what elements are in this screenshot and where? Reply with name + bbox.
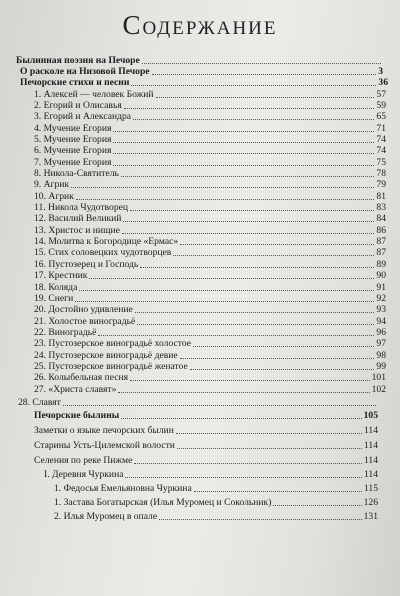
toc-entry-page: 81 [376, 191, 386, 202]
toc-entry [54, 511, 378, 522]
toc-entry [34, 168, 386, 179]
dot-leader [125, 476, 361, 478]
toc-entry [34, 440, 378, 451]
toc-entry-title: I. Деревня Чуркина [44, 469, 124, 480]
dot-leader [63, 404, 376, 406]
dot-leader [113, 130, 374, 132]
toc-entry [34, 372, 386, 383]
toc-entry-title: 28. Славят [18, 397, 61, 408]
toc-entry-title: 13. Христос и нищие [34, 225, 120, 236]
toc-entry-page: 115 [363, 483, 378, 494]
dot-leader [173, 254, 374, 256]
toc-entry [34, 316, 386, 327]
toc-entry-page: 89 [376, 259, 386, 270]
toc-entry [34, 89, 386, 100]
dot-leader [194, 490, 362, 492]
dot-leader [273, 504, 361, 506]
toc-entry-page: 59 [376, 100, 386, 111]
toc-entry-page: 96 [376, 327, 386, 338]
toc-entry-page: 102 [371, 384, 386, 395]
dot-leader [75, 300, 374, 302]
toc-entry-title: 16. Пустозерец и Господь [34, 259, 139, 270]
dot-leader [89, 277, 374, 279]
toc-entry-title: Печорские стихи и песни [20, 77, 130, 88]
toc-entry-title: 26. Колыбельная песня [34, 372, 129, 383]
toc-entry-page: 87 [376, 247, 386, 258]
toc-entry-page: 57 [376, 89, 386, 100]
toc-entry [18, 397, 378, 408]
toc-entry-title: 18. Коляда [34, 282, 78, 293]
toc-entry [34, 361, 386, 372]
toc-entry-title: 22. Виноградьё [34, 327, 97, 338]
dot-leader [190, 368, 375, 370]
toc-entry-title: 23. Пустозерское виноградьё холостое [34, 338, 192, 349]
toc-entry [54, 497, 378, 508]
toc-entry-page: 99 [376, 361, 386, 372]
toc-entry-title: Заметки о языке печорских былин [34, 425, 174, 436]
toc-entry [34, 225, 386, 236]
dot-leader [135, 311, 375, 313]
toc-entry [34, 327, 386, 338]
toc-entry-title: 20. Достойно удивление [34, 304, 133, 315]
toc-entry [34, 350, 386, 361]
toc-entry-title: Старины Усть-Цилемской волости [34, 440, 175, 451]
toc-entry-title: 11. Никола Чудотворец [34, 202, 129, 213]
dot-leader [122, 232, 375, 234]
toc-entry [34, 293, 386, 304]
toc-entry-title: 10. Агрик [34, 191, 74, 202]
dot-leader [133, 118, 374, 120]
dot-leader [130, 209, 374, 211]
toc-entry [34, 111, 386, 122]
toc-entry-page: 75 [376, 157, 386, 168]
toc-entry-title: Селения по реке Пижме [34, 455, 133, 466]
toc-entry [34, 425, 378, 436]
toc-entry-page: 87 [376, 236, 386, 247]
dot-leader [177, 447, 362, 449]
toc-entry [34, 179, 386, 190]
dot-leader [98, 334, 374, 336]
toc-entry-page: 65 [376, 111, 386, 122]
toc-entry [44, 469, 378, 480]
toc-entry-title: 3. Егорий и Александра [34, 111, 132, 122]
toc-entry-title: 5. Мучение Егория [34, 134, 112, 145]
dot-leader [121, 417, 361, 419]
toc-entry-title: 24. Пустозерское виноградьё девие [34, 350, 178, 361]
toc-entry [34, 270, 386, 281]
toc-entry-title: 8. Никола-Святитель [34, 168, 119, 179]
toc-entry-title: О расколе на Низовой Печоре [20, 66, 150, 77]
toc-entry-page: 94 [376, 316, 386, 327]
dot-leader [123, 220, 374, 222]
toc-entry [54, 483, 378, 494]
toc-entry [34, 259, 386, 270]
toc-entry-page: 93 [376, 304, 386, 315]
toc-entry-page: 3 [378, 66, 383, 77]
toc-entry [34, 455, 378, 466]
toc-entry-title: 2. Егорий и Олисавья [34, 100, 122, 111]
toc-entry-title: 2. Илья Муромец в опале [54, 511, 158, 522]
toc-entry-page: 74 [376, 145, 386, 156]
toc-entry [34, 191, 386, 202]
toc-entry-page: 84 [376, 213, 386, 224]
toc-entry [34, 338, 386, 349]
dot-leader [113, 164, 374, 166]
toc-entry [20, 66, 383, 77]
dot-leader [159, 518, 362, 520]
dot-leader [113, 141, 374, 143]
toc-entry-title: 21. Холостое виноградьё [34, 316, 136, 327]
toc-entry-page: 71 [376, 123, 386, 134]
toc-entry-title: Печорские былины [34, 410, 120, 421]
toc-entry-page: 74 [376, 134, 386, 145]
dot-leader [156, 96, 375, 98]
dot-leader [180, 243, 374, 245]
toc-entry [34, 282, 386, 293]
toc-entry-title: 1. Застава Богатырская (Илья Муромец и Сокольник) [54, 497, 272, 508]
toc-entry [34, 134, 386, 145]
toc-entry-page: 114 [363, 469, 378, 480]
toc-entry [34, 157, 386, 168]
toc-entry-page: 114 [363, 425, 378, 436]
dot-leader [121, 175, 375, 177]
dot-leader [113, 152, 374, 154]
dot-leader [76, 198, 375, 200]
toc-entry-page: 83 [376, 202, 386, 213]
toc-entry-page: 36 [378, 77, 388, 88]
toc-entry-page: 86 [376, 225, 386, 236]
toc-entry [34, 145, 386, 156]
toc-entry-page: 79 [376, 179, 386, 190]
toc-entry-page: 91 [376, 282, 386, 293]
toc-entry [34, 304, 386, 315]
dot-leader [142, 62, 381, 64]
toc-entry [34, 247, 386, 258]
toc-entry-page: 131 [363, 511, 378, 522]
toc-entry-title: 17. Крестник [34, 270, 88, 281]
dot-leader [180, 357, 375, 359]
toc-entry-page: 92 [376, 293, 386, 304]
toc-entry [20, 77, 388, 88]
toc-entry-title: 7. Мучение Егория [34, 157, 112, 168]
toc-entry [34, 100, 386, 111]
toc-entry [34, 384, 386, 395]
dot-leader [130, 379, 370, 381]
toc-entry-title: 15. Стих соловецких чудотворцев [34, 247, 172, 258]
toc-entry-title: 19. Снеги [34, 293, 74, 304]
toc-entry-page: 90 [376, 270, 386, 281]
toc-entry [34, 202, 386, 213]
toc-entry-page: 98 [376, 350, 386, 361]
toc-entry [34, 410, 378, 421]
toc-entry-title: 1. Алексей — человек Божий [34, 89, 154, 100]
dot-leader [131, 84, 376, 86]
dot-leader [176, 432, 362, 434]
toc-entry-title: 6. Мучение Егория [34, 145, 112, 156]
toc-entry-title: 14. Молитва к Богородице «Ермас» [34, 236, 179, 247]
toc-entry-page: 78 [376, 168, 386, 179]
toc-entry-page: 105 [363, 410, 378, 421]
page-title: Содержание [122, 10, 278, 40]
toc-entry [34, 213, 386, 224]
dot-leader [124, 107, 375, 109]
dot-leader [79, 289, 374, 291]
toc-entry-title: 9. Агрик [34, 179, 70, 190]
toc-entry-page: 114 [363, 455, 378, 466]
toc-entry [34, 123, 386, 134]
toc-entry [16, 55, 383, 66]
toc-entry-page: 97 [376, 338, 386, 349]
toc-entry-page: 114 [363, 440, 378, 451]
dot-leader [152, 73, 377, 75]
toc-entry-title: 12. Василий Великий [34, 213, 122, 224]
toc-entry-title: Былинная поэзия на Печоре [16, 55, 140, 66]
dot-leader [134, 462, 362, 464]
toc-entry-title: 25. Пустозерское виноградьё женатое [34, 361, 188, 372]
dot-leader [193, 345, 374, 347]
toc-entry-title: 1. Федосья Емельяновна Чуркина [54, 483, 192, 494]
dot-leader [137, 323, 374, 325]
toc-entry-title: 27. «Христа славят» [34, 384, 117, 395]
toc-entry-title: 4. Мучение Егория [34, 123, 112, 134]
toc-entry-page: 101 [371, 372, 386, 383]
toc-entry [34, 236, 386, 247]
dot-leader [140, 266, 374, 268]
dot-leader [71, 186, 374, 188]
toc-entry-page: 126 [363, 497, 378, 508]
dot-leader [118, 391, 369, 393]
